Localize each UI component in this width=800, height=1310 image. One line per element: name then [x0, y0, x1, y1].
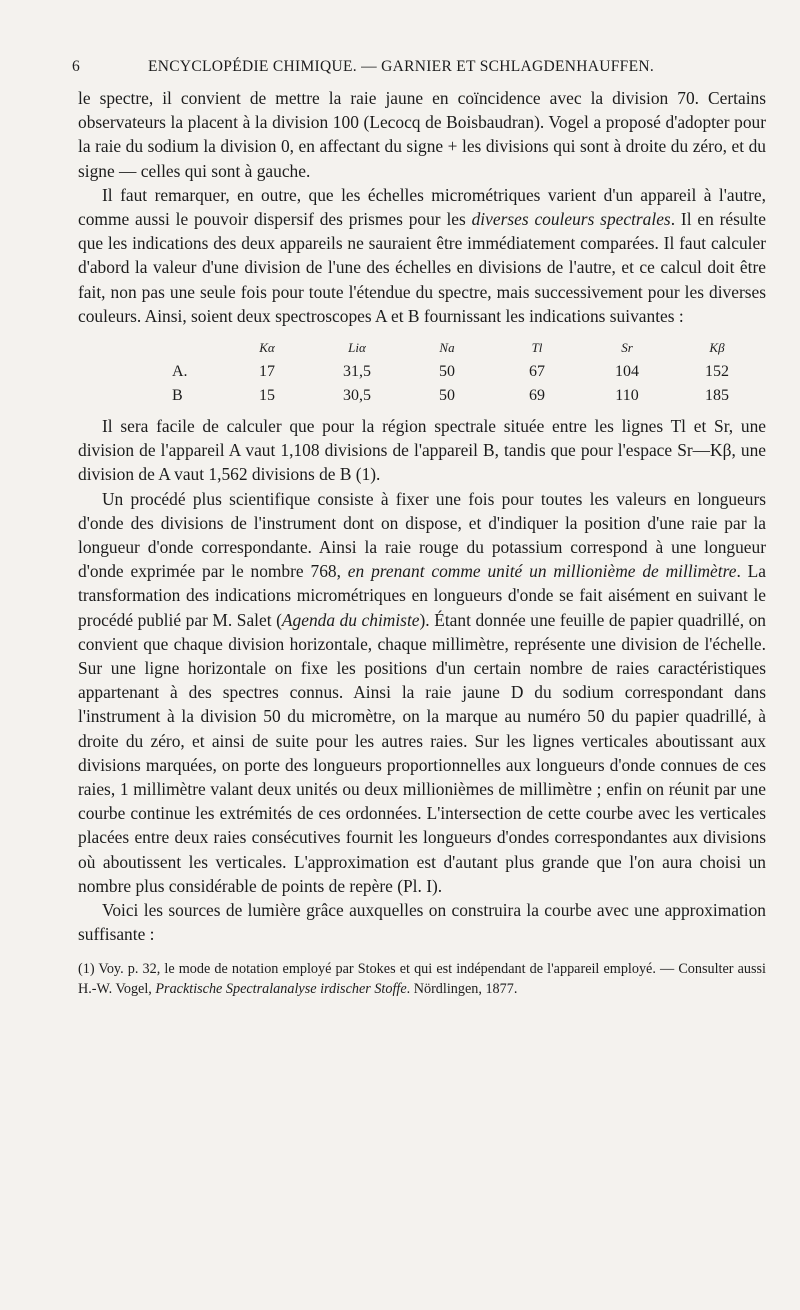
- paragraph-4-italic-b: en prenant comme unité un millionième de millimètre: [347, 561, 737, 582]
- column-header: Na: [439, 340, 455, 356]
- column-header: Sr: [621, 340, 633, 356]
- footnote-text-c: . Nördlingen, 1877.: [406, 980, 518, 997]
- table-cell: 15: [259, 387, 275, 405]
- spectroscope-table: [172, 338, 762, 408]
- column-header: Kα: [259, 340, 275, 356]
- column-header: Tl: [531, 340, 543, 356]
- row-label: A.: [172, 363, 188, 381]
- paragraph-2-text-a: Il faut remarquer, en outre, que les échelles micrométriques varient d'un appareil à l'autre, comme aussi le pouvoir dispersif des prismes pour les: [78, 184, 766, 230]
- table-row: [172, 384, 762, 408]
- table-cell: 110: [615, 387, 639, 405]
- table-cell: 50: [439, 363, 455, 381]
- paragraph-5: Voici les sources de lumière grâce auxquelles on construira la courbe avec une approximation suffisante :: [78, 900, 766, 945]
- running-header: [72, 58, 766, 86]
- column-header: Kβ: [709, 340, 725, 356]
- table-cell: 31,5: [343, 363, 371, 381]
- book-page: [72, 58, 766, 999]
- table-header-row: [172, 338, 762, 360]
- footnote-text-a: (1) Voy. p. 32, le mode de notation employé par Stokes et qui est indépendant de l'appareil employé. — Consulter aussi H.-W. Vogel,: [78, 960, 766, 997]
- running-title: ENCYCLOPÉDIE CHIMIQUE. — GARNIER ET SCHLAGDENHAUFFEN.: [148, 58, 655, 75]
- table-cell: 67: [529, 363, 545, 381]
- table-cell: 104: [615, 363, 639, 381]
- table-cell: 30,5: [343, 387, 371, 405]
- footnote: [78, 959, 766, 999]
- paragraph-4-text-c: . La transformation des indications micrométriques en longueurs d'onde se fait aisément en suivant le procédé publié par M. Salet (: [78, 561, 766, 630]
- paragraph-2-text-c: . Il en résulte que les indications des deux appareils ne sauraient être immédiatement comparées. Il faut calculer d'abord la valeur d'une division de l'une des échelles en divisions de l'autre, et ce calcul doit être fait, non pas une seule fois pour toute l'étendue du spectre, mais successivement pour les diverses couleurs. Ainsi, soient deux spectroscopes A et B fournissant les indications suivantes :: [78, 209, 766, 326]
- footnote-italic: Pracktische Spectralanalyse irdischer Stoffe: [155, 980, 407, 997]
- paragraph-4: [78, 487, 766, 898]
- table-cell: 17: [259, 363, 275, 381]
- table-cell: 50: [439, 387, 455, 405]
- column-header: Liα: [348, 340, 366, 356]
- paragraph-3: Il sera facile de calculer que pour la région spectrale située entre les lignes Tl et Sr, une division de l'appareil A vaut 1,108 divisions de l'appareil B, tandis que pour l'espace Sr—Kβ, une division de A vaut 1,562 divisions de B (1).: [78, 416, 766, 485]
- paragraph-2: [78, 183, 766, 328]
- paragraph-4-text-e: ). Étant donnée une feuille de papier quadrillé, on convient que chaque division horizontale, chaque millimètre, représente une division de l'échelle. Sur une ligne horizontale on fixe les positions d'un certain nombre de raies caractéristiques appartenant à des spectres connus. Ainsi la raie jaune D du sodium correspondant dans l'instrument à la division 50 du micromètre, on la marque au numéro 50 du papier quadrillé, à droite du zéro, et ainsi de suite pour les autres raies. Sur les lignes verticales aboutissant aux divisions marquées, on porte des longueurs proportionnelles aux longueurs d'onde connues de ces raies, 1 millimètre valant deux unités ou deux millionièmes de millimètre ; enfin on réunit par une courbe continue les extrémités de ces ordonnées. L'intersection de cette courbe avec les verticales placées entre deux raies consécutives fournit les longueurs d'ondes correspondantes aux divisions où aboutissent les verticales. L'approximation est d'autant plus grande que l'on aura choisi un nombre plus considérable de points de repère (Pl. I).: [78, 609, 766, 896]
- table-cell: 69: [529, 387, 545, 405]
- paragraph-4-text-a: Un procédé plus scientifique consiste à fixer une fois pour toutes les valeurs en longueurs d'onde des divisions de l'instrument dont on dispose, et d'indiquer la position d'une raie par la longueur d'onde correspondante. Ainsi la raie rouge du potassium correspond à une longueur d'onde exprimée par le nombre 768,: [78, 488, 766, 582]
- paragraph-1: le spectre, il convient de mettre la raie jaune en coïncidence avec la division 70. Certains observateurs la placent à la division 100 (Lecocq de Boisbaudran). Vogel a proposé d'adopter pour la raie du sodium la division 0, en affectant du signe + les divisions qui sont à droite du zéro, et du signe — celles qui sont à gauche.: [78, 88, 766, 181]
- row-label: B: [172, 387, 183, 405]
- table-cell: 152: [705, 363, 729, 381]
- page-number: 6: [72, 58, 81, 75]
- paragraph-2-italic: diverses couleurs spectrales: [471, 209, 671, 230]
- table-row: [172, 360, 762, 384]
- table-cell: 185: [705, 387, 729, 405]
- paragraph-4-italic-d: Agenda du chimiste: [281, 609, 420, 630]
